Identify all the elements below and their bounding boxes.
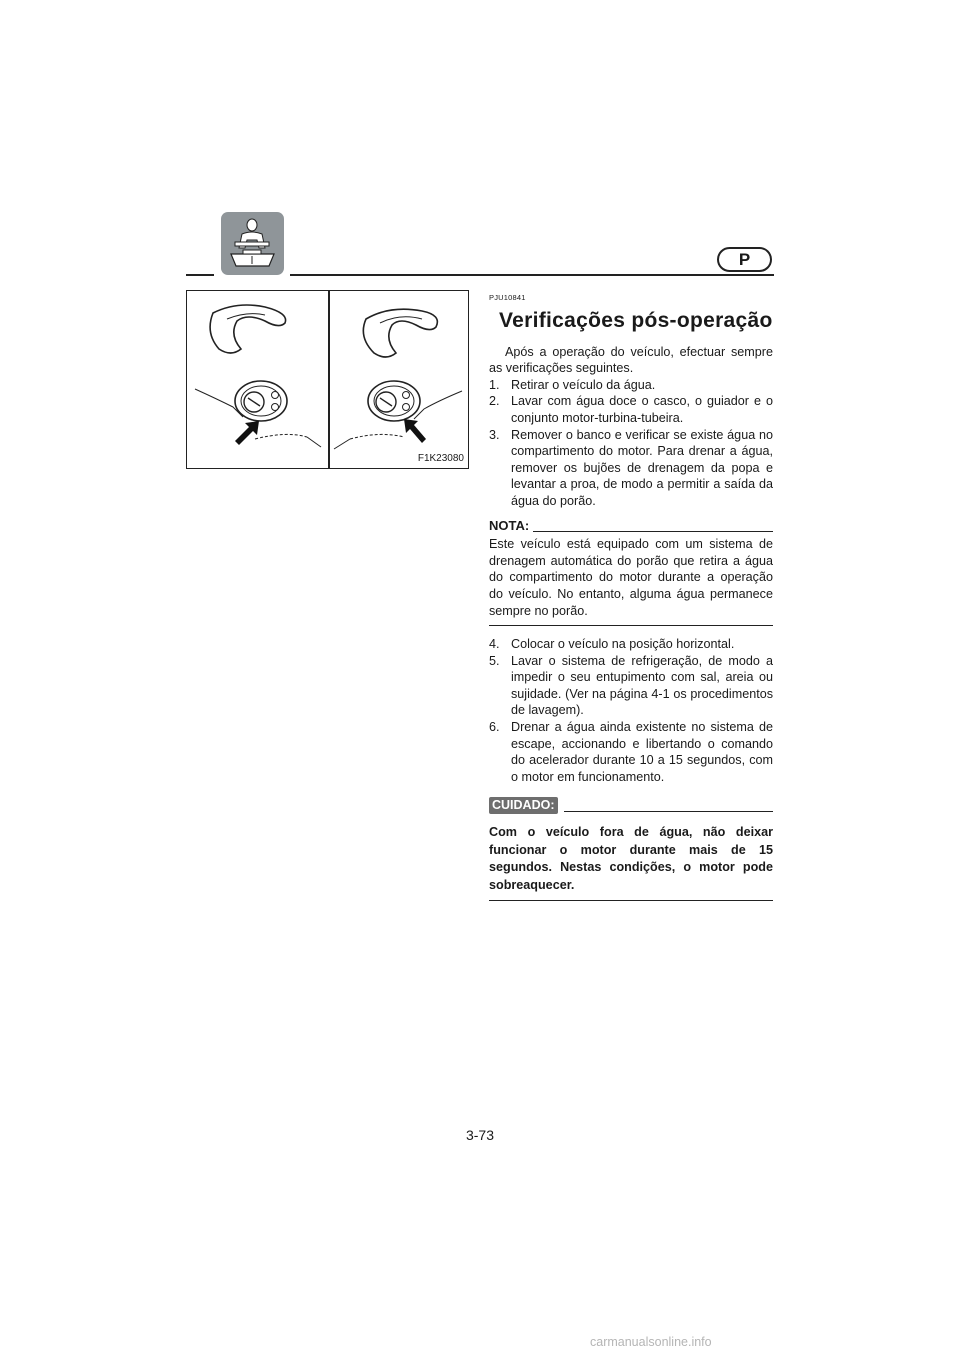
drain-plug-figure	[186, 290, 469, 469]
caution-end-rule	[489, 900, 773, 901]
page-number: 3-73	[465, 1127, 495, 1143]
list-item: 2. Lavar com água doce o casco, o guiador e o conjunto motor-turbina-tubeira.	[489, 394, 773, 425]
intro-paragraph: Após a operação do veículo, efectuar sempre as verificações seguintes.	[489, 344, 773, 376]
caution-label: CUIDADO:	[489, 797, 558, 814]
note-rule	[533, 531, 773, 532]
note-header	[489, 518, 773, 535]
header-rule-left	[186, 274, 214, 276]
steps-list-b	[489, 636, 773, 785]
list-item: 4. Colocar o veículo na posição horizontal.	[489, 637, 735, 652]
caution-text: Com o veículo fora de água, não deixar funcionar o motor durante mais de 15 segundos. Nestas condições, o motor pode sobreaquecer.	[489, 825, 773, 892]
language-badge: P	[717, 247, 772, 272]
drain-plug-right-illustration	[330, 291, 468, 467]
caution-rule	[564, 811, 774, 812]
list-item: 5. Lavar o sistema de refrigeração, de modo a impedir o seu entupimento com sal, areia ou sujidade. (Ver na página 4-1 os procedimentos de lavagem).	[489, 653, 773, 718]
section-title: Verificações pós-operação	[499, 308, 773, 332]
main-text-column	[489, 290, 773, 901]
list-item: 1. Retirar o veículo da água.	[489, 377, 656, 392]
drain-plug-left-illustration	[187, 291, 328, 467]
note-text: Este veículo está equipado com um sistema de drenagem automática do porão que retira a água do compartimento do motor durante a operação do veículo. No entanto, alguma água permanece sempre no porão.	[489, 537, 773, 618]
caution-header	[489, 797, 773, 814]
watercraft-rider-icon	[221, 212, 284, 275]
figure-code: F1K23080	[417, 453, 464, 464]
watermark: carmanualsonline.info	[590, 1335, 712, 1349]
list-item: 3. Remover o banco e verificar se existe água no compartimento do motor. Para drenar a água, remover os bujões de drenagem da popa e levantar a proa, de modo a permitir a saída da água do porão.	[489, 427, 773, 508]
header-rule	[290, 274, 774, 276]
section-code: PJU10841	[489, 293, 526, 302]
list-item: 6. Drenar a água ainda existente no sistema de escape, accionando e libertando o comando do acelerador durante 10 a 15 segundos, com o motor em funcionamento.	[489, 720, 773, 784]
note-label: NOTA:	[489, 517, 530, 533]
steps-list-a	[489, 377, 773, 510]
